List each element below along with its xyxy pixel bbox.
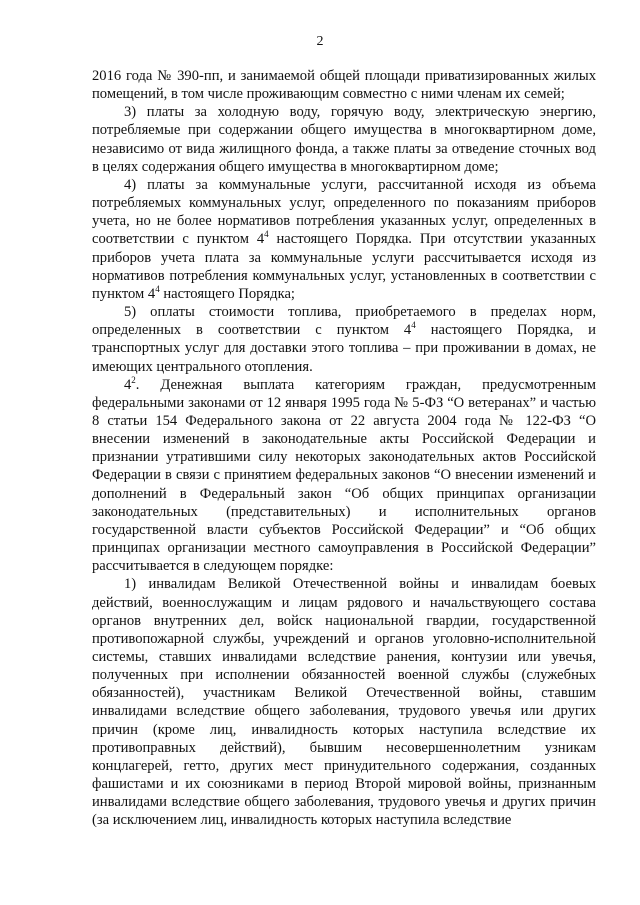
paragraph-section-4-2: [92, 376, 596, 576]
superscript: 4: [264, 229, 269, 240]
paragraph-text: . Денежная выплата категориям граждан, предусмотренным федеральными законами от 12 января 1995 года № 5-ФЗ “О ветеранах” и частью 8 статьи 154 Федерального закона от 22 августа 2004 года № 122-ФЗ “О внесении изменений в законодательные акты Российской Федерации и признании утратившими силу некоторых законодательных актов Российской Федерации в связи с принятием федеральных законов “О внесении изменений и дополнений в Федеральный закон “Об общих принципах организации законодательных (представительных) и исполнительных органов государственной власти субъектов Российской Федерации” и “Об общих принципах организации местного самоуправления в Российской Федерации” рассчитывается в следующем порядке:: [92, 376, 596, 575]
paragraph-text: настоящего Порядка. При отсутствии указанных приборов учета плата за коммунальные услуги рассчитывается исходя из нормативов потребления коммунальных услуг, установленных в соответствии с пунктом 4: [92, 231, 596, 302]
superscript: 4: [155, 283, 160, 294]
section-number: 4: [124, 376, 132, 393]
page-number: 2: [316, 34, 324, 49]
superscript: 2: [131, 374, 136, 385]
paragraph-text: настоящего Порядка, и транспортных услуг для доставки этого топлива – при проживании в домах, не имеющих центрального отопления.: [92, 322, 596, 375]
paragraph-item-5: [92, 303, 596, 376]
paragraph-item-1: 1) инвалидам Великой Отечественной войны и инвалидам боевых действий, военнослужащим и лицам рядового и начальствующего состава органов внутренних дел, войск национальной гвардии, государственной противопожарной службы, учреждений и органов уголовно-исполнительной системы, ставших инвалидами вследствие ранения, контузии или увечья, полученных при исполнении обязанностей военной службы (служебных обязанностей), участникам Великой Отечественной войны, ставшим инвалидами вследствие общего заболевания, трудового увечья или других причин (кроме лиц, инвалидность которых наступила вследствие их противоправных действий), бывшим несовершеннолетним узникам концлагерей, гетто, других мест принудительного содержания, созданных фашистами и их союзниками в период Второй мировой войны, признанным инвалидами вследствие общего заболевания, трудового увечья и других причин (за исключением лиц, инвалидность которых наступила вследствие: [92, 576, 596, 829]
paragraph-item-4: [92, 176, 596, 303]
paragraph-item-3: 3) платы за холодную воду, горячую воду, электрическую энергию, потребляемые при содержании общего имущества в многоквартирном доме, независимо от вида жилищного фонда, а также платы за отведение сточных вод в целях содержания общего имущества в многоквартирном доме;: [92, 104, 596, 175]
superscript: 4: [411, 320, 416, 331]
document-body: [92, 67, 596, 830]
paragraph-continuation: 2016 года № 390-пп, и занимаемой общей площади приватизированных жилых помещений, в том числе проживающим совместно с ними членам их семей;: [92, 68, 596, 103]
paragraph-text: настоящего Порядка;: [159, 285, 295, 302]
paragraph-text: 5) оплаты стоимости топлива, приобретаемого в пределах норм, определенных в соответствии с пунктом 4: [92, 304, 596, 339]
paragraph-text: 4) платы за коммунальные услуги, рассчитанной исходя из объема потребляемых коммунальных услуг, определенного по показаниям приборов учета, но не более нормативов потребления указанных услуг, определенных в соответствии с пунктом 4: [92, 176, 596, 248]
